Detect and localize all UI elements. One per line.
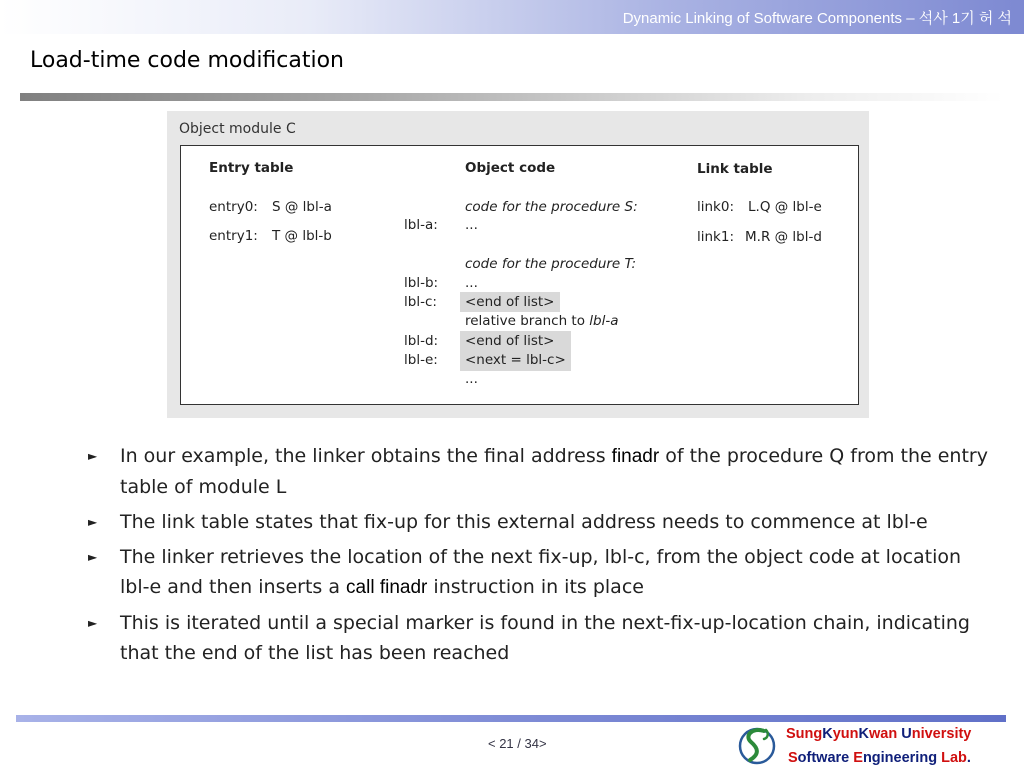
code-branch-target: lbl-a xyxy=(589,313,619,329)
entry-label: entry1: xyxy=(209,228,258,244)
code-line: <end of list> xyxy=(465,294,555,310)
code-line: <next = lbl-c> xyxy=(465,352,566,368)
bullet-item xyxy=(88,441,988,502)
entry-table-heading: Entry table xyxy=(209,160,294,176)
bullet-marker-icon: ► xyxy=(88,515,98,529)
code-line: ... xyxy=(465,217,478,233)
university-logo-icon xyxy=(738,724,776,766)
bullet-text: of the procedure Q from the entry table of module L xyxy=(120,445,988,498)
bullet-item xyxy=(88,608,988,668)
code-label: lbl-b: xyxy=(404,275,439,291)
link-table-heading: Link table xyxy=(697,161,773,177)
code-line: <end of list> xyxy=(465,333,555,349)
code-label: lbl-a: xyxy=(404,217,438,233)
bullet-marker-icon: ► xyxy=(88,550,98,564)
header-title: Dynamic Linking of Software Components – 석사 1기 허 석 xyxy=(622,10,1012,27)
code-line: code for the procedure S: xyxy=(465,199,638,215)
object-code-heading: Object code xyxy=(465,160,556,176)
bullet-text: The linker retrieves the location of the next fix-up, lbl-c, from the object code at location lbl-e and then inserts a xyxy=(120,546,962,598)
link-label: link0: xyxy=(697,199,735,215)
footer-divider xyxy=(16,715,1006,722)
code-line: ... xyxy=(465,371,478,387)
link-label: link1: xyxy=(697,229,735,245)
link-value: L.Q @ lbl-e xyxy=(748,199,822,215)
bullet-text: This is iterated until a special marker is found in the next-fix-up-location chain, indicating that the end of the list has been reached xyxy=(120,612,970,664)
entry-label: entry0: xyxy=(209,199,258,215)
code-line: ... xyxy=(465,275,478,291)
bullet-marker-icon: ► xyxy=(88,616,98,630)
code-label: lbl-c: xyxy=(404,294,437,310)
code-label: lbl-d: xyxy=(404,333,439,349)
link-value: M.R @ lbl-d xyxy=(745,229,822,245)
code-label: lbl-e: xyxy=(404,352,438,368)
bullet-item xyxy=(88,507,988,537)
code-line xyxy=(465,313,619,329)
bullet-term: finadr xyxy=(611,446,660,467)
slide-title: Load-time code modification xyxy=(30,48,345,73)
bullet-term: call finadr xyxy=(346,577,428,598)
lab-name: Software Engineering Lab. xyxy=(788,750,971,766)
code-text: relative branch to xyxy=(465,313,585,329)
figure-caption: Object module C xyxy=(179,121,296,137)
page-number: < 21 / 34> xyxy=(488,736,547,751)
module-box xyxy=(180,145,859,405)
code-line: code for the procedure T: xyxy=(465,256,637,272)
bullet-item xyxy=(88,542,988,603)
bullet-text: In our example, the linker obtains the final address xyxy=(120,445,612,467)
bullet-text: instruction in its place xyxy=(427,576,644,598)
bullet-marker-icon: ► xyxy=(88,449,98,463)
entry-value: T @ lbl-b xyxy=(272,228,332,244)
bullet-list xyxy=(88,441,988,673)
object-module-figure xyxy=(167,111,869,418)
entry-value: S @ lbl-a xyxy=(272,199,332,215)
bullet-text: The link table states that fix-up for this external address needs to commence at lbl-e xyxy=(120,511,928,533)
header-bar xyxy=(0,0,1024,34)
university-name: SungKyunKwan University xyxy=(786,726,972,742)
title-divider xyxy=(20,93,1004,101)
